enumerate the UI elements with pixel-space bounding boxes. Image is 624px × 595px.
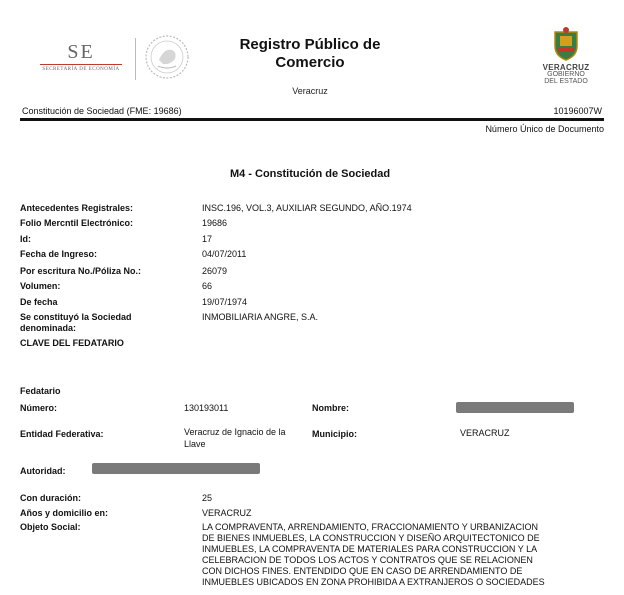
escritura-label: Por escritura No./Póliza No.: (20, 266, 142, 276)
veracruz-crest-icon (552, 26, 580, 62)
objeto-line: LA COMPRAVENTA, ARRENDAMIENTO, FRACCIONAMIENTO Y URBANIZACION (202, 522, 539, 532)
objeto-line: CON DICHOS FINES. ENTENDIDO QUE EN CASO DE ARRENDAMIENTO DE (202, 566, 523, 576)
se-logo-divider (40, 64, 122, 65)
fedatario-numero-value: 130193011 (184, 403, 229, 413)
header-rule (20, 118, 604, 121)
volumen-label: Volumen: (20, 281, 61, 291)
document-bar (20, 104, 604, 118)
fecha-ingreso-label: Fecha de Ingreso: (20, 249, 98, 259)
veracruz-logo-line-2: GOBIERNO (547, 71, 585, 78)
domicilio-value: VERACRUZ (202, 508, 252, 518)
se-logo (40, 42, 122, 72)
section-title: M4 - Constitución de Sociedad (229, 168, 391, 180)
objeto-line: INMUEBLES UBICADOS EN ZONA PROHIBIDA A EXTRANJEROS O SOCIEDADES (202, 577, 545, 587)
antecedentes-value: INSC.196, VOL.3, AUXILIAR SEGUNDO, AÑO.1974 (202, 203, 412, 213)
nombre-redaction (456, 402, 574, 413)
fedatario-nombre-label: Nombre: (312, 403, 350, 413)
page-subtitle: Veracruz (292, 86, 328, 96)
se-logo-subtext: SECRETARÍA DE ECONOMÍA (42, 67, 120, 72)
municipio-label: Municipio: (312, 429, 357, 439)
duracion-label: Con duración: (20, 493, 81, 503)
constituyo-label: Se constituyó la Sociedad (20, 312, 132, 322)
clave-fedatario-label: CLAVE DEL FEDATARIO (20, 338, 124, 348)
fedatario-heading: Fedatario (20, 386, 61, 396)
objeto-line: INMUEBLES, LA COMPRAVENTA DE MATERIALES PARA CONSTRUCCION Y LA (202, 544, 538, 554)
se-logo-text: SE (67, 41, 95, 63)
escritura-value: 26079 (202, 266, 228, 276)
folio-value: 19686 (202, 218, 228, 228)
entidad-value-line-1: Veracruz de Ignacio de la (184, 427, 286, 437)
numero-unico-label: Número Único de Documento (485, 124, 604, 134)
objeto-line: CELEBRACION DE TODOS LOS ACTOS Y CONTRATOS QUE SE RELACIONEN (202, 555, 533, 565)
document-type: Constitución de Sociedad (FME: 19686) (22, 106, 182, 116)
fecha-ingreso-value: 04/07/2011 (202, 249, 247, 259)
page-title (220, 36, 400, 72)
title-line-1: Registro Público de (239, 36, 381, 53)
entidad-value-line-2: Llave (184, 439, 206, 449)
autoridad-redaction (92, 463, 260, 474)
objeto-label: Objeto Social: (20, 522, 81, 532)
fedatario-numero-label: Número: (20, 403, 58, 413)
folio-label: Folio Mercntil Electrónico: (20, 218, 134, 228)
denominada-value: INMOBILIARIA ANGRE, S.A. (202, 312, 319, 322)
objeto-value (202, 522, 602, 588)
id-label: Id: (20, 234, 31, 244)
denominada-label: denominada: (20, 323, 77, 333)
objeto-line: DE BIENES INMUEBLES, LA CONSTRUCCION Y DISEÑO ARQUITECTONICO DE (202, 533, 540, 543)
veracruz-logo-line-3: DEL ESTADO (544, 78, 588, 85)
veracruz-logo-text (538, 64, 594, 85)
veracruz-logo-line-1: VERACRUZ (542, 63, 590, 72)
title-line-2: Comercio (275, 54, 345, 71)
id-value: 17 (202, 234, 213, 244)
document-number: 10196007W (553, 106, 602, 116)
municipio-value: VERACRUZ (460, 428, 510, 438)
entidad-label: Entidad Federativa: (20, 429, 104, 439)
volumen-value: 66 (202, 281, 213, 291)
antecedentes-label: Antecedentes Registrales: (20, 203, 134, 213)
duracion-value: 25 (202, 493, 213, 503)
autoridad-label: Autoridad: (20, 466, 66, 476)
logo-divider (135, 38, 136, 80)
de-fecha-value: 19/07/1974 (202, 297, 248, 307)
de-fecha-label: De fecha (20, 297, 58, 307)
domicilio-label: Años y domicilio en: (20, 508, 109, 518)
mexico-seal-icon (144, 34, 190, 80)
